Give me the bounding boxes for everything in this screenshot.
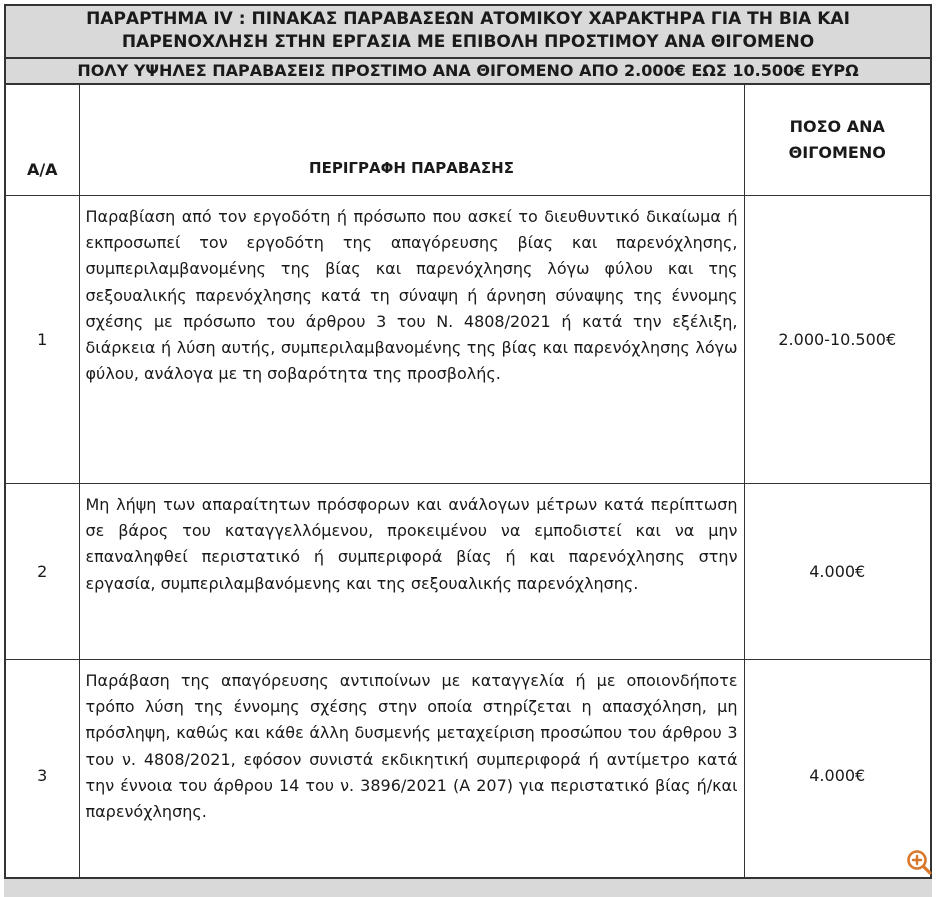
zoom-in-icon[interactable] <box>905 848 933 876</box>
annex-title-line-2: ΠΑΡΕΝΟΧΛΗΣΗ ΣΤΗΝ ΕΡΓΑΣΙΑ ΜΕ ΕΠΙΒΟΛΗ ΠΡΟΣΤΙΜΟΥ ΑΝΑ ΘΙΓΟΜΕΝΟ <box>121 32 815 52</box>
annex-table-sheet <box>4 4 932 894</box>
table-header-row <box>6 85 930 196</box>
column-header-number: Α/Α <box>6 85 79 196</box>
row-description: Παράβαση της απαγόρευσης αντιποίνων με καταγγελία ή με οποιονδήποτε τρόπο λύση της έννομης σχέσης στην οποία στηρίζεται η απασχόληση, μη πρόσληψη, καθώς και κάθε άλλη δυσμενής μεταχείριση προσώπου του άρθρου 3 του ν. 4808/2021, εφόσον συνιστά εκδικητική συμπεριφορά ή αντίμετρο κατά την έννοια του άρθρου 14 του ν. 3896/2021 (Α 207) για περιστατικό βίας ή/και παρενόχλησης. <box>79 660 744 892</box>
row-number: 3 <box>6 660 79 892</box>
annex-title-line-1: ΠΑΡΑΡΤΗΜΑ IV : ΠΙΝΑΚΑΣ ΠΑΡΑΒΑΣΕΩΝ ΑΤΟΜΙΚΟΥ ΧΑΡΑΚΤΗΡΑ ΓΙΑ ΤΗ ΒΙΑ ΚΑΙ <box>86 9 850 29</box>
next-section-banner <box>4 877 932 897</box>
table-row <box>6 484 930 660</box>
row-amount: 2.000-10.500€ <box>744 196 930 484</box>
row-description: Παραβίαση από τον εργοδότη ή πρόσωπο που ασκεί το διευθυντικό δικαίωμα ή εκπροσωπεί τον εργοδότη της απαγόρευσης βίας και παρενόχλησης, συμπεριλαμβανομένης της βίας και παρενόχλησης λόγω φύλου και της σεξουαλικής παρενόχλησης κατά τη σύναψη ή άρνηση σύναψης της έννομης σχέσης με πρόσωπο του άρθρου 3 του Ν. 4808/2021 ή κατά την εξέλιξη, διάρκεια ή λύση αυτής, συμπεριλαμβανομένης της βίας και παρενόχλησης λόγω φύλου, ανάλογα με τη σοβαρότητα της προσβολής. <box>79 196 744 484</box>
column-header-description: ΠΕΡΙΓΡΑΦΗ ΠΑΡΑΒΑΣΗΣ <box>79 85 744 196</box>
row-number: 2 <box>6 484 79 660</box>
row-amount: 4.000€ <box>744 660 930 892</box>
column-header-amount-text: ΠΟΣΟ ΑΝΑ ΘΙΓΟΜΕΝΟ <box>788 117 886 162</box>
annex-title <box>6 6 930 59</box>
column-header-amount <box>744 85 930 196</box>
row-amount: 4.000€ <box>744 484 930 660</box>
row-description: Μη λήψη των απαραίτητων πρόσφορων και ανάλογων μέτρων κατά περίπτωση σε βάρος του καταγγελλόμενου, προκειμένου να εμποδιστεί και να μην επαναληφθεί περιστατικό ή συμπεριφορά βίας ή και παρενόχλησης στην εργασία, συμπεριλαμβανόμενης και της σεξουαλικής παρενόχλησης. <box>79 484 744 660</box>
table-row <box>6 660 930 892</box>
penalty-range-subtitle: ΠΟΛΥ ΥΨΗΛΕΣ ΠΑΡΑΒΑΣΕΙΣ ΠΡΟΣΤΙΜΟ ΑΝΑ ΘΙΓΟΜΕΝΟ ΑΠΟ 2.000€ ΕΩΣ 10.500€ ΕΥΡΩ <box>6 59 930 85</box>
table-row <box>6 196 930 484</box>
violations-table <box>6 85 930 892</box>
row-number: 1 <box>6 196 79 484</box>
